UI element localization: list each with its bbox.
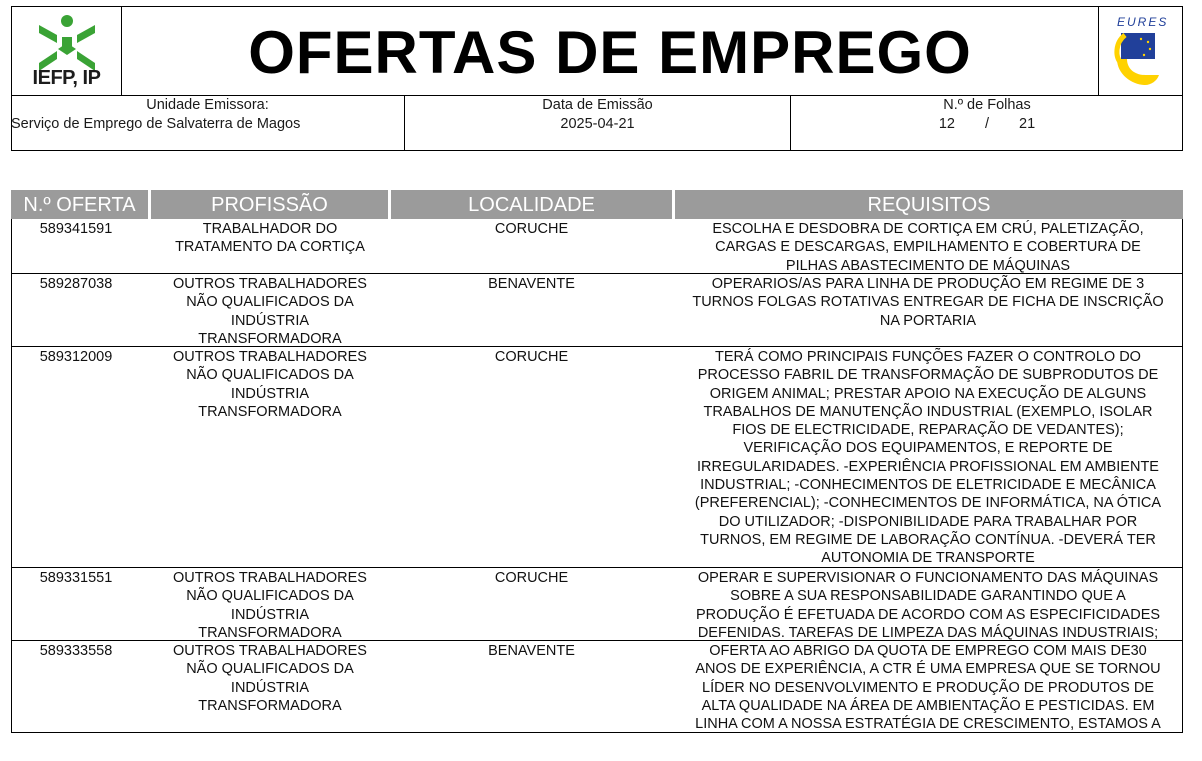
cell-location: CORUCHE [494,349,569,365]
col-header-profession: PROFISSÃO [151,190,388,219]
col-header-requirements: REQUISITOS [675,190,1183,219]
iefp-logo-box [11,6,122,96]
unit-value: Serviço de Emprego de Salvaterra de Magos [11,116,301,132]
cell-requirements: ESCOLHA E DESDOBRA DE CORTIÇA EM CRÚ, PALETIZAÇÃO, CARGAS E DESCARGAS, EMPILHAMENTO E COBERTURA DE PILHAS ABASTECIMENTO DE MÁQUINAS [712,221,1144,273]
cell-location: BENAVENTE [488,643,575,659]
cell-location: CORUCHE [494,570,569,586]
cell-requirements: OFERTA AO ABRIGO DA QUOTA DE EMPREGO COM MAIS DE30 ANOS DE EXPERIÊNCIA, A CTR É UMA EMPRESA QUE SE TORNOU LÍDER NO DESENVOLVIMENTO E PRODUÇÃO DE PRODUTOS DE ALTA QUALIDADE NA ÁREA DE AMBIENTAÇÃO E PESTICIDAS. EM LINHA COM A NOSSA ESTRATÉGIA DE CRESCIMENTO, ESTAMOS A [695,643,1161,732]
cell-profession: OUTROS TRABALHADORES NÃO QUALIFICADOS DA INDÚSTRIA TRANSFORMADORA [173,570,367,640]
sheets-value [791,116,1183,132]
col-header-id: N.º OFERTA [11,190,148,219]
sheet-separator: / [984,116,990,132]
sheet-current: 12 [938,116,955,132]
cell-location: CORUCHE [494,221,569,237]
unit-label: Unidade Emissora: [146,97,269,113]
cell-requirements: OPERARIOS/AS PARA LINHA DE PRODUÇÃO EM REGIME DE 3 TURNOS FOLGAS ROTATIVAS ENTREGAR DE FICHA DE INSCRIÇÃO NA PORTARIA [692,276,1164,329]
date-cell [405,97,790,153]
eures-logo-text: EURES [1117,15,1169,29]
col-header-location: LOCALIDADE [391,190,672,219]
row-divider [11,640,1183,641]
row-divider [11,567,1183,568]
eures-logo-icon [1111,29,1171,91]
date-label: Data de Emissão [542,97,653,113]
row-divider [11,273,1183,274]
cell-requirements: TERÁ COMO PRINCIPAIS FUNÇÕES FAZER O CONTROLO DO PROCESSO FABRIL DE TRANSFORMAÇÃO DE SUBPRODUTOS DE ORIGEM ANIMAL; PRESTAR APOIO NA EXECUÇÃO DE ALGUNS TRABALHOS DE MANUTENÇÃO INDUSTRIAL (EXEMPLO, ISOLAR FIOS DE ELECTRICIDADE, REPARAÇÃO DE VEDANTES); VERIFICAÇÃO DOS EQUIPAMENTOS, E REPORTE DE IRREGULARIDADES. -EXPERIÊNCIA PROFISSIONAL EM AMBIENTE INDUSTRIAL; -CONHECIMENTOS DE ELETRICIDADE E MECÂNICA (PREFERENCIAL); -CONHECIMENTOS DE INFORMÁTICA, NA ÓTICA DO UTILIZADOR; -DISPONIBILIDADE PARA TRABALHAR POR TURNOS, EM REGIME DE LABORAÇÃO CONTÍNUA. -DEVERÁ TER AUTONOMIA DE TRANSPORTE [694,349,1162,567]
cell-requirements: OPERAR E SUPERVISIONAR O FUNCIONAMENTO DAS MÁQUINAS SOBRE A SUA RESPONSABILIDADE GARANTINDO QUE A PRODUÇÃO É EFETUADA DE ACORDO COM AS ESPECIFICIDADES DEFENIDAS. TAREFAS DE LIMPEZA DAS MÁQUINAS INDUSTRIAIS; [695,570,1161,640]
cell-profession: OUTROS TRABALHADORES NÃO QUALIFICADOS DA INDÚSTRIA TRANSFORMADORA [173,276,367,346]
cell-profession: OUTROS TRABALHADORES NÃO QUALIFICADOS DA INDÚSTRIA TRANSFORMADORA [173,643,367,714]
cell-offer-id: 589312009 [39,349,113,365]
title-cell [121,6,1099,96]
sheets-cell [791,97,1183,153]
row-divider [11,346,1183,347]
cell-profession: OUTROS TRABALHADORES NÃO QUALIFICADOS DA INDÚSTRIA TRANSFORMADORA [173,349,367,420]
cell-offer-id: 589341591 [39,221,113,237]
row-divider [11,732,1183,733]
page-title: OFERTAS DE EMPREGO [248,18,972,86]
table-right-border [1182,219,1183,733]
unit-cell [11,97,404,153]
cell-location: BENAVENTE [488,276,575,292]
cell-offer-id: 589333558 [39,643,113,659]
date-value: 2025-04-21 [560,116,635,132]
iefp-logo-text: IEFP, IP [32,67,101,89]
cell-profession: TRABALHADOR DO TRATAMENTO DA CORTIÇA [175,221,365,256]
eures-logo-box [1098,6,1183,96]
cell-offer-id: 589331551 [39,570,113,586]
cell-offer-id: 589287038 [39,276,113,292]
sheets-label: N.º de Folhas [943,97,1031,113]
sheet-total: 21 [1019,116,1036,132]
